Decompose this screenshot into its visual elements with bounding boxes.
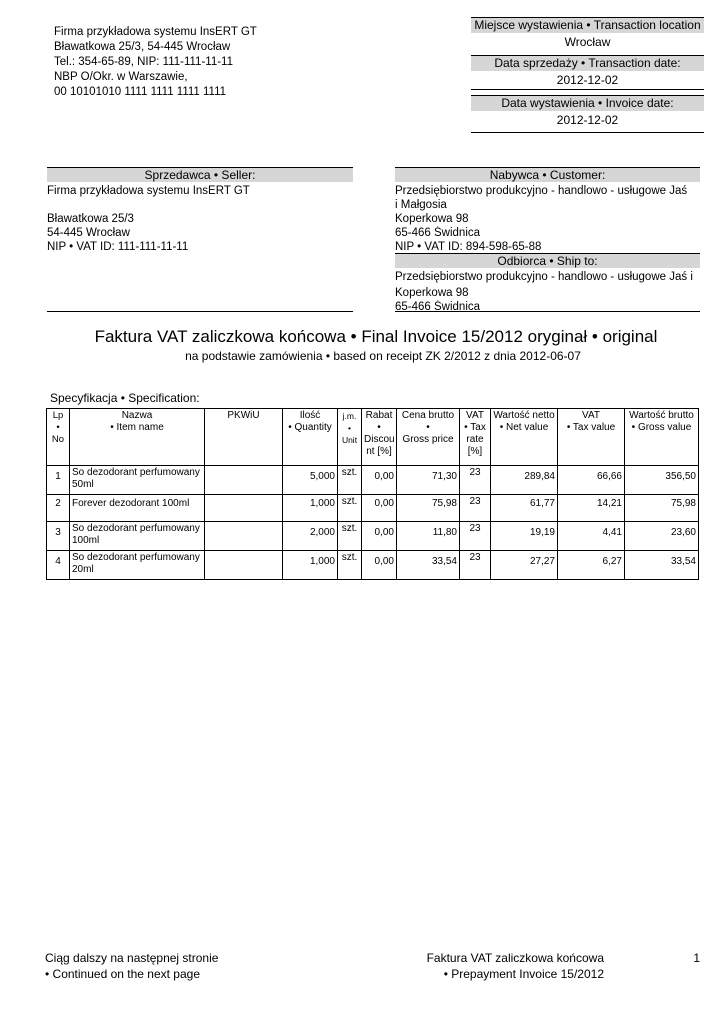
footer-continued-en: • Continued on the next page <box>45 967 200 981</box>
cell-pkwiu <box>205 551 283 580</box>
header-text: Discou <box>364 434 395 445</box>
col-header-tax-rate <box>460 409 491 466</box>
cell-tax-rate: 23 <box>460 466 491 495</box>
invoice-subtitle: na podstawie zamówienia • based on receipt ZK 2/2012 z dnia 2012-06-07 <box>185 349 581 363</box>
col-header-discount <box>362 409 397 466</box>
cell-net-value: 27,27 <box>491 551 558 580</box>
issue-date-label: Data wystawienia • Invoice date: <box>471 95 704 111</box>
cell-tax-rate: 23 <box>460 495 491 522</box>
customer-city: 65-466 Świdnica <box>395 227 481 239</box>
header-text: Ilość <box>299 410 321 421</box>
issuer-line: NBP O/Okr. w Warszawie, <box>54 71 188 83</box>
cell-quantity: 1,000 <box>283 495 338 522</box>
header-text: • Quantity <box>288 422 332 433</box>
seller-street: Bławatkowa 25/3 <box>47 213 134 225</box>
footer-doc-name-en: • Prepayment Invoice 15/2012 <box>443 967 604 981</box>
location-value: Wrocław <box>564 35 611 49</box>
issue-date-value: 2012-12-02 <box>471 111 704 133</box>
table-row <box>47 522 699 551</box>
issuer-block <box>54 25 257 100</box>
cell-lp: 3 <box>47 522 70 551</box>
header-text: • Item name <box>110 422 164 433</box>
cell-lp: 2 <box>47 495 70 522</box>
footer-continued <box>45 950 218 982</box>
header-text: Lp <box>52 410 64 421</box>
location-box <box>471 17 704 51</box>
table-row <box>47 466 699 495</box>
cell-lp: 4 <box>47 551 70 580</box>
cell-tax-value: 6,27 <box>558 551 625 580</box>
cell-tax-rate: 23 <box>460 551 491 580</box>
header-text: nt [%] <box>366 446 392 457</box>
cell-quantity: 1,000 <box>283 551 338 580</box>
customer-street: Koperkowa 98 <box>395 213 469 225</box>
col-header-gross-price <box>397 409 460 466</box>
footer-continued-pl: Ciąg dalszy na następnej stronie <box>45 951 219 965</box>
cell-pkwiu <box>205 495 283 522</box>
header-text: Cena brutto • <box>401 410 455 433</box>
location-label: Miejsce wystawienia • Transaction location <box>471 17 704 33</box>
cell-item-name: So dezodorant perfumowany 100ml <box>70 522 205 551</box>
header-text: • Gross value <box>631 422 692 433</box>
cell-tax-rate: 23 <box>460 522 491 551</box>
seller-name: Firma przykładowa systemu InsERT GT <box>47 185 250 197</box>
header-text: [%] <box>467 446 483 457</box>
cell-tax-value: 4,41 <box>558 522 625 551</box>
ship-to-name: Przedsiębiorstwo produkcyjno - handlowo - usługowe Jaś i <box>395 271 693 283</box>
cell-gross-value: 356,50 <box>625 466 699 495</box>
col-header-pkwiu <box>205 409 283 466</box>
ship-to-label: Odbiorca • Ship to: <box>395 253 700 268</box>
specification-label: Specyfikacja • Specification: <box>50 391 200 405</box>
col-header-tax-value <box>558 409 625 466</box>
cell-gross-price: 33,54 <box>397 551 460 580</box>
seller-label: Sprzedawca • Seller: <box>47 167 353 182</box>
header-text: • Unit <box>341 423 358 445</box>
footer-document-name <box>404 950 604 982</box>
header-text: • Net value <box>499 422 549 433</box>
header-text: Wartość netto <box>493 410 555 421</box>
header-text: • <box>377 422 381 433</box>
cell-net-value: 61,77 <box>491 495 558 522</box>
sale-date-box <box>471 55 704 90</box>
issuer-line: Tel.: 354-65-89, NIP: 111-111-11-11 <box>54 56 233 68</box>
header-text: Rabat <box>365 410 393 421</box>
cell-lp: 1 <box>47 466 70 495</box>
cell-quantity: 2,000 <box>283 522 338 551</box>
cell-net-value: 19,19 <box>491 522 558 551</box>
issue-date-box <box>471 95 704 133</box>
issuer-line: Bławatkowa 25/3, 54-445 Wrocław <box>54 41 231 53</box>
cell-unit: szt. <box>338 522 362 551</box>
table-row <box>47 551 699 580</box>
cell-gross-price: 11,80 <box>397 522 460 551</box>
header-text: Wartość brutto <box>629 410 694 421</box>
cell-item-name: Forever dezodorant 100ml <box>70 495 205 522</box>
issuer-line: Firma przykładowa systemu InsERT GT <box>54 26 257 38</box>
cell-pkwiu <box>205 522 283 551</box>
issuer-line: 00 10101010 1111 1111 1111 1111 <box>54 86 227 98</box>
header-text: Nazwa <box>121 410 153 421</box>
table-header-row <box>47 409 699 466</box>
seller-city: 54-445 Wrocław <box>47 227 130 239</box>
header-text: • Tax value <box>566 422 616 433</box>
invoice-title: Faktura VAT zaliczkowa końcowa • Final Invoice 15/2012 oryginał • original <box>94 327 658 346</box>
col-header-lp <box>47 409 70 466</box>
seller-vat: NIP • VAT ID: 111-111-11-11 <box>47 241 189 253</box>
header-text: Gross price <box>402 434 454 445</box>
cell-item-name: So dezodorant perfumowany 50ml <box>70 466 205 495</box>
table-row <box>47 495 699 522</box>
cell-pkwiu <box>205 466 283 495</box>
cell-unit: szt. <box>338 551 362 580</box>
customer-name-continued: i Małgosia <box>395 199 447 211</box>
cell-gross-price: 71,30 <box>397 466 460 495</box>
cell-gross-value: 33,54 <box>625 551 699 580</box>
cell-item-name: So dezodorant perfumowany 20ml <box>70 551 205 580</box>
customer-block <box>395 167 700 254</box>
footer-doc-name-pl: Faktura VAT zaliczkowa końcowa <box>426 951 604 965</box>
seller-block <box>47 167 353 312</box>
col-header-unit <box>338 409 362 466</box>
cell-discount: 0,00 <box>362 551 397 580</box>
header-text: VAT <box>466 410 484 421</box>
col-header-net-value <box>491 409 558 466</box>
header-text: • No <box>51 422 65 445</box>
cell-gross-value: 75,98 <box>625 495 699 522</box>
customer-name: Przedsiębiorstwo produkcyjno - handlowo - usługowe Jaś <box>395 185 688 197</box>
cell-tax-value: 14,21 <box>558 495 625 522</box>
header-text: • Tax <box>464 422 486 433</box>
customer-vat: NIP • VAT ID: 894-598-65-88 <box>395 241 542 253</box>
cell-unit: szt. <box>338 466 362 495</box>
header-text: j.m. <box>342 411 357 421</box>
cell-quantity: 5,000 <box>283 466 338 495</box>
cell-discount: 0,00 <box>362 522 397 551</box>
cell-net-value: 289,84 <box>491 466 558 495</box>
cell-discount: 0,00 <box>362 495 397 522</box>
page-number: 1 <box>693 951 700 965</box>
cell-gross-price: 75,98 <box>397 495 460 522</box>
cell-gross-value: 23,60 <box>625 522 699 551</box>
cell-discount: 0,00 <box>362 466 397 495</box>
col-header-quantity <box>283 409 338 466</box>
ship-to-block <box>395 253 700 312</box>
sale-date-value: 2012-12-02 <box>471 71 704 90</box>
ship-to-city: 65-466 Świdnica <box>395 301 481 313</box>
cell-tax-value: 66,66 <box>558 466 625 495</box>
col-header-gross-value <box>625 409 699 466</box>
header-text: PKWiU <box>227 410 260 421</box>
header-text: rate <box>466 434 484 445</box>
customer-label: Nabywca • Customer: <box>395 167 700 182</box>
sale-date-label: Data sprzedaży • Transaction date: <box>471 55 704 71</box>
ship-to-street: Koperkowa 98 <box>395 287 469 299</box>
col-header-name <box>70 409 205 466</box>
header-text: VAT <box>582 410 600 421</box>
items-table <box>46 408 699 580</box>
cell-unit: szt. <box>338 495 362 522</box>
